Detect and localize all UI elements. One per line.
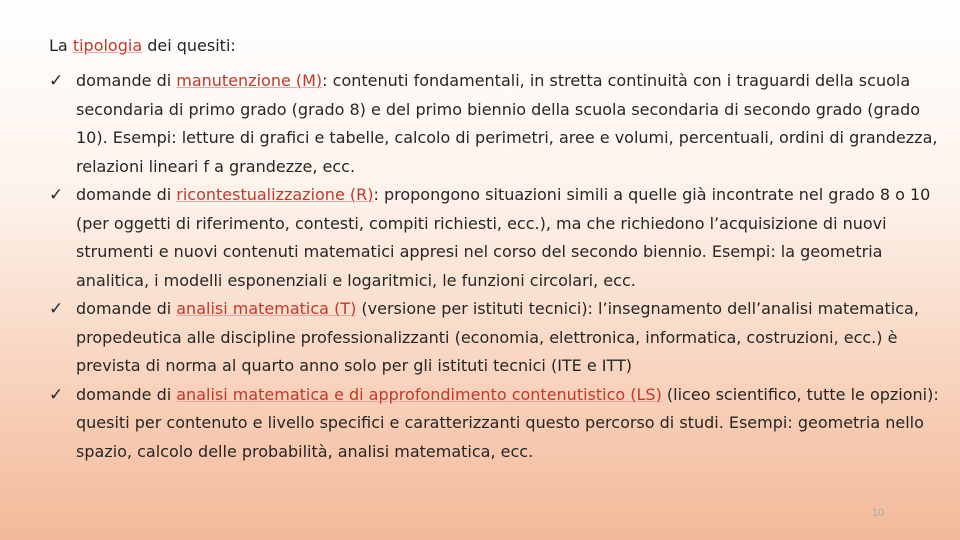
item-lead: domande di (76, 299, 177, 318)
check-mark-icon: ✓ (49, 71, 64, 91)
item-highlight: manutenzione (M) (176, 71, 323, 90)
item-highlight: ricontestualizzazione (R) (176, 185, 374, 204)
question-types-list (49, 67, 943, 466)
item-text: : contenuti fondamentali, in stretta continuità con i traguardi della scuola secondaria di primo grado (grado 8) e del primo biennio della scuola secondaria di secondo grado (grado 10). Esempi: letture di grafici e tabelle, calcolo di perimetri, aree e volumi, percentuali, ordini di grandezza, relazioni lineari f a grandezze, ecc. (76, 71, 938, 176)
intro-highlight: tipologia (72, 36, 143, 55)
item-highlight: analisi matematica (T) (176, 299, 357, 318)
item-text: (versione per istituti tecnici): l’insegnamento dell’analisi matematica, propedeutica alle discipline professionalizzanti (economia, elettronica, informatica, costruzioni, ecc.) è prevista di norma al quarto anno solo per gli istituti tecnici (ITE e ITT) (76, 299, 919, 375)
check-mark-icon: ✓ (49, 384, 64, 405)
intro-suffix: dei quesiti: (142, 36, 236, 55)
page-number: 10 (872, 507, 885, 519)
check-mark-icon: ✓ (49, 185, 64, 205)
list-item (49, 381, 943, 467)
check-mark-icon: ✓ (49, 299, 64, 319)
intro-prefix: La (49, 36, 73, 55)
item-text: : propongono situazioni simili a quelle già incontrate nel grado 8 o 10 (per oggetti di riferimento, contesti, compiti richiesti, ecc.), ma che richiedono l’acquisizione di nuovi strumenti e nuovi contenuti matematici appresi nel corso del secondo biennio. Esempi: la geometria analitica, i modelli esponenziali e logaritmici, le funzioni circolari, ecc. (76, 185, 931, 290)
item-lead: domande di (76, 71, 177, 90)
list-item (49, 295, 943, 381)
list-item (49, 181, 943, 295)
item-lead: domande di (76, 185, 177, 204)
item-text: (liceo scientifico, tutte le opzioni): quesiti per contenuto e livello specifici e caratterizzanti questo percorso di studi. Esempi: geometria nello spazio, calcolo delle probabilità, analisi matematica, ecc. (76, 384, 939, 461)
item-highlight: analisi matematica e di approfondimento contenutistico (LS) (176, 384, 662, 404)
intro-heading (49, 34, 236, 58)
item-lead: domande di (76, 384, 177, 404)
list-item (49, 67, 943, 181)
